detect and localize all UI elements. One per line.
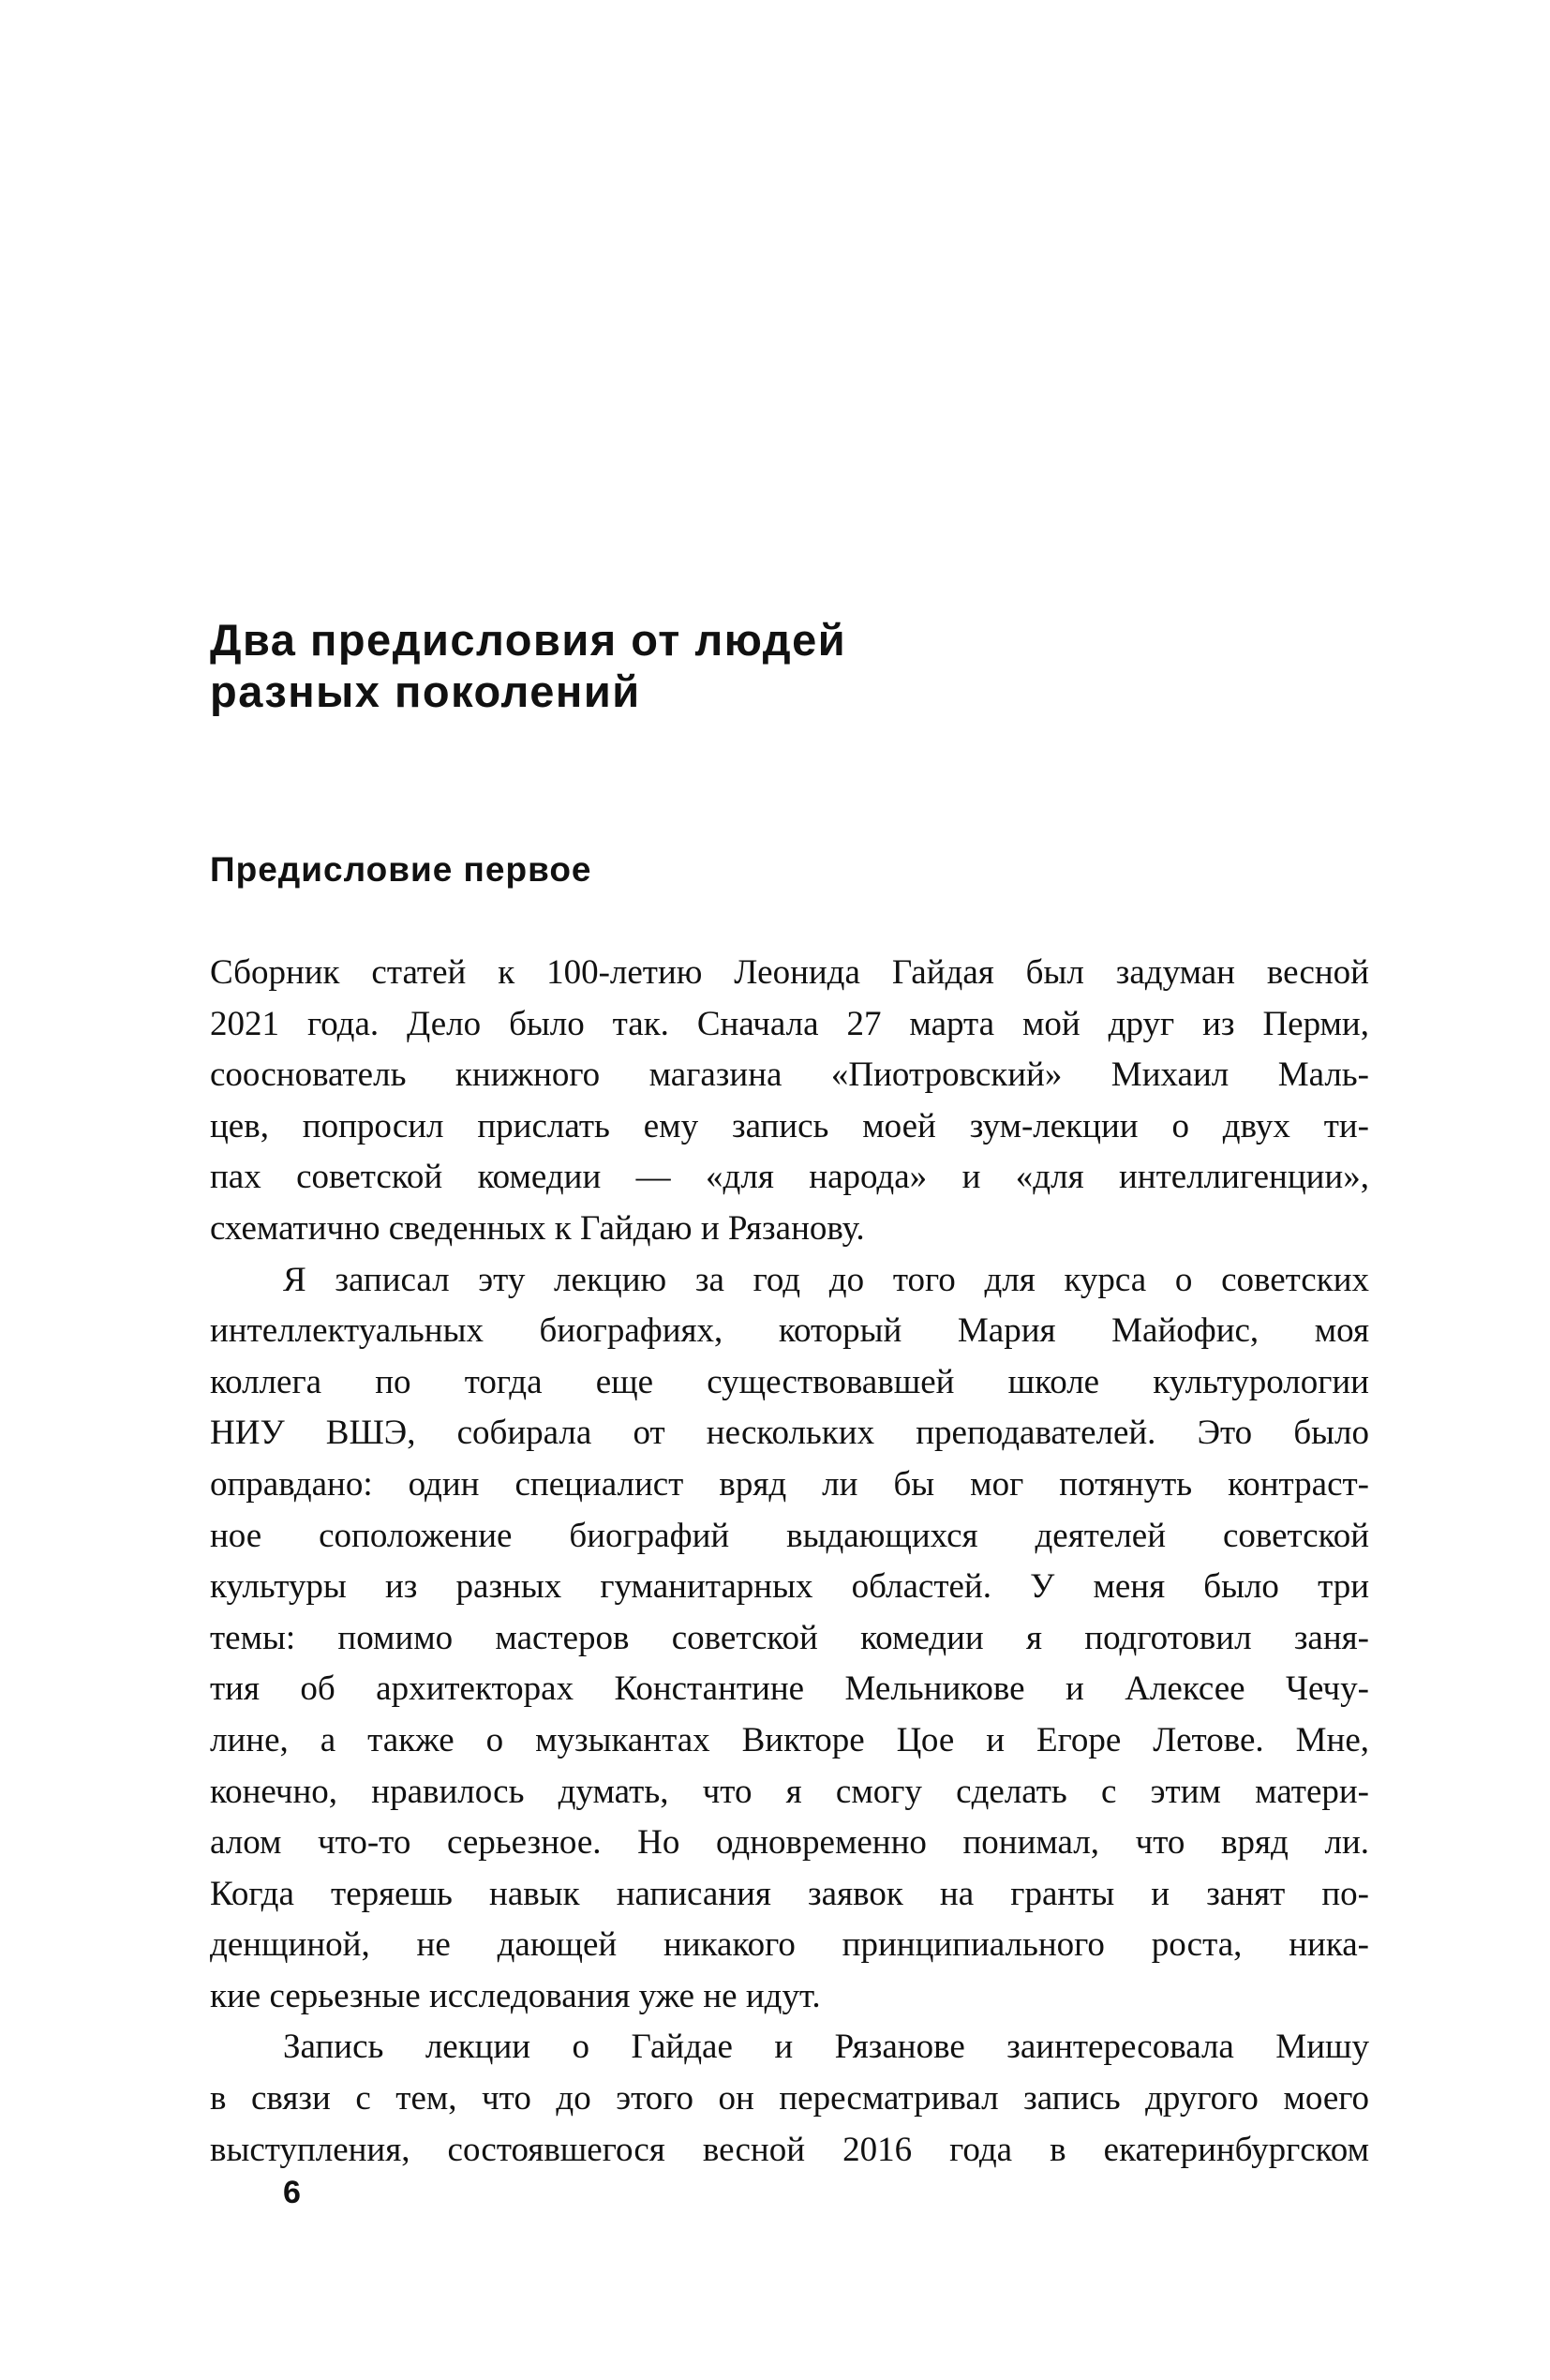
chapter-title xyxy=(210,614,1241,717)
body-line: кие серьезные исследования уже не идут. xyxy=(210,1976,821,2015)
body-text xyxy=(210,948,1369,2176)
chapter-title-line: Два предисловия от людей xyxy=(210,615,847,665)
body-line: схематично сведенных к Гайдаю и Рязанову. xyxy=(210,1208,865,1248)
body-line: Сборник статей к 100-летию Леонида Гайдая был задуман весной xyxy=(210,953,1369,992)
body-line: ное соположение биографий выдающихся деятелей советской xyxy=(210,1516,1369,1555)
body-line: интеллектуальных биографиях, который Мария Майофис, моя xyxy=(210,1311,1369,1351)
body-line: в связи с тем, что до этого он пересматривал запись другого моего xyxy=(210,2079,1369,2118)
body-line: 2021 года. Дело было так. Сначала 27 марта мой друг из Перми, xyxy=(210,1004,1369,1043)
body-line: тия об архитекторах Константине Мельникове и Алексее Чечу- xyxy=(210,1669,1369,1709)
body-line: алом что-то серьезное. Но одновременно понимал, что вряд ли. xyxy=(210,1823,1369,1863)
body-line: пах советской комедии — «для народа» и «для интеллигенции», xyxy=(210,1158,1369,1197)
body-line: НИУ ВШЭ, собирала от нескольких преподавателей. Это было xyxy=(210,1414,1369,1453)
chapter-title-line: разных поколений xyxy=(210,666,641,716)
body-line: конечно, нравилось думать, что я смогу сделать с этим матери- xyxy=(210,1772,1369,1811)
body-line: коллега по тогда еще существовавшей школе культурологии xyxy=(210,1362,1369,1401)
body-line: лине, а также о музыкантах Викторе Цое и Егоре Летове. Мне, xyxy=(210,1720,1369,1759)
body-line: оправдано: один специалист вряд ли бы мог потянуть контраст- xyxy=(210,1464,1369,1504)
body-line: выступления, состоявшегося весной 2016 года в екатеринбургском xyxy=(210,2130,1369,2169)
body-line: Я записал эту лекцию за год до того для курса о советских xyxy=(283,1260,1369,1299)
section-title: Предисловие первое xyxy=(210,850,592,889)
body-line: цев, попросил прислать ему запись моей зум-лекции о двух ти- xyxy=(210,1106,1369,1145)
body-line: темы: помимо мастеров советской комедии я подготовил заня- xyxy=(210,1618,1369,1657)
body-line: денщиной, не дающей никакого принципиального роста, ника- xyxy=(210,1925,1369,1965)
body-line: Запись лекции о Гайдае и Рязанове заинтересовала Мишу xyxy=(283,2028,1369,2067)
page-number: 6 xyxy=(283,2175,301,2210)
body-line: культуры из разных гуманитарных областей. У меня было три xyxy=(210,1567,1369,1607)
body-line: сооснователь книжного магазина «Пиотровский» Михаил Маль- xyxy=(210,1055,1369,1095)
body-line: Когда теряешь навык написания заявок на гранты и занят по- xyxy=(210,1874,1369,1913)
